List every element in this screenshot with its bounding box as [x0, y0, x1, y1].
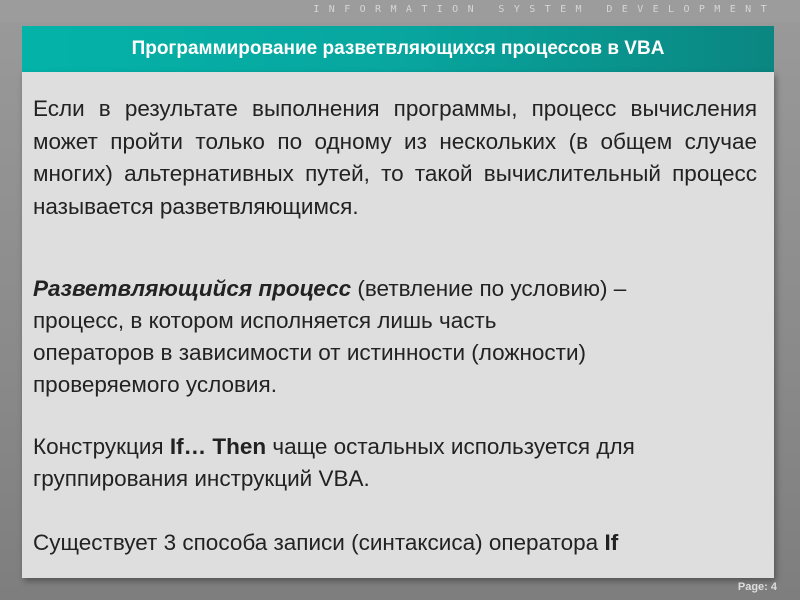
construct-paragraph — [33, 431, 757, 495]
title-bar — [22, 26, 774, 73]
definition-paragraph — [33, 273, 757, 401]
definition-line-4: проверяемого условия. — [33, 372, 277, 397]
ways-text: Существует 3 способа записи (синтаксиса) оператора — [33, 530, 605, 555]
definition-line-1: (ветвление по условию) – — [351, 276, 627, 301]
page-number: Page: 4 — [737, 581, 777, 593]
ways-paragraph — [33, 527, 757, 559]
header-strip — [0, 0, 800, 22]
definition-line-2: процесс, в котором исполняется лишь часть — [33, 308, 497, 333]
content-panel — [22, 72, 774, 578]
slide-title: Программирование разветвляющихся процессов в VBA — [131, 38, 665, 59]
definition-line-3: операторов в зависимости от истинности (ложности) — [33, 340, 587, 365]
definition-term: Разветвляющийся процесс — [33, 276, 352, 301]
construct-keyword: If… Then — [169, 434, 267, 459]
intro-paragraph: Если в результате выполнения программы, процесс вычисления может пройти только по одному из нескольких (в общем случае многих) альтернативных путей, то такой вычислительный процесс называется разветвляющимся. — [33, 96, 757, 219]
ways-keyword: If — [604, 530, 619, 555]
brand-text: INFORMATION SYSTEM DEVELOPMENT — [313, 4, 776, 15]
construct-prefix: Конструкция — [33, 434, 170, 459]
construct-line-2: группирования инструкций VBA. — [33, 466, 370, 491]
construct-line-1: чаще остальных используется для — [266, 434, 635, 459]
